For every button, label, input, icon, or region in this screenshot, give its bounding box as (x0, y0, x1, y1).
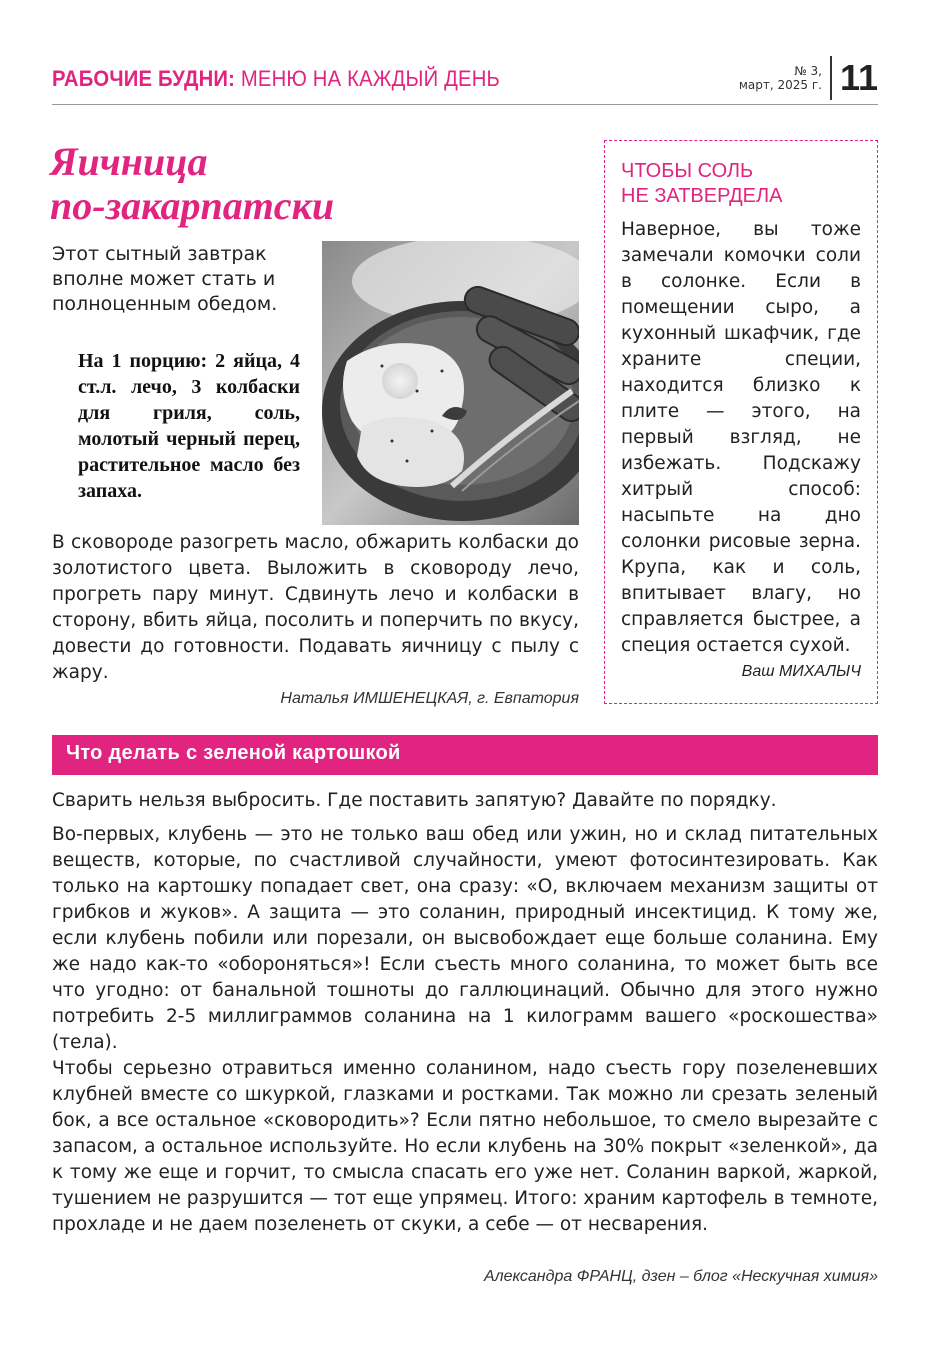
rubric-main: РАБОЧИЕ БУДНИ: (52, 66, 236, 91)
tip-heading-line1: ЧТОБЫ СОЛЬ (621, 160, 754, 182)
tip-heading (621, 159, 861, 209)
recipe-author: Наталья ИМШЕНЕЦКАЯ, г. Евпатория (280, 690, 579, 707)
article-author: Александра ФРАНЦ, дзен – блог «Нескучная химия» (483, 1268, 878, 1285)
rubric-sub: МЕНЮ НА КАЖДЫЙ ДЕНЬ (235, 66, 501, 91)
article-heading-band (52, 735, 878, 775)
section-rubric (52, 66, 500, 92)
recipe-intro: Этот сытный завтрак вполне может стать и полноценным обедом. (52, 243, 278, 315)
recipe-ingredients: На 1 порцию: 2 яйца, 4 ст.л. лечо, 3 колбаски для гриля, соль, молотый черный перец, растительное масло без запаха. (78, 350, 300, 502)
recipe-method: В сковороде разогреть масло, обжарить колбаски до золотистого цвета. Выложить в сковороду лечо, прогреть пару минут. Сдвинуть лечо и колбаски в сторону, вбить яйца, посолить и поперчить по вкусу, довести до готовности. Подавать яичницу с пылу с жару. (52, 532, 579, 683)
article-heading: Что делать с зеленой картошкой (66, 742, 401, 764)
issue-number: № 3, (794, 64, 822, 78)
article-body (52, 788, 878, 1238)
tip-sidebar (604, 140, 878, 704)
recipe-title (50, 140, 410, 228)
recipe-title-line1: Яичница (50, 139, 208, 184)
recipe-title-line2: по-закарпатски (50, 183, 335, 228)
tip-body: Наверное, вы тоже замечали комочки соли в солонке. Если в помещении сыро, а кухонный шкафчик, где храните специи, находится близко к плите — этого, на первый взгляд, не избежать. Подскажу хитрый способ: насыпьте на дно солонки рисовые зерна. Крупа, как и соль, впитывает влагу, но справляется быстрее, а специя остается сухой. (621, 219, 861, 656)
tip-signature: Ваш МИХАЛЫЧ (741, 663, 861, 680)
article-paragraph-2: Чтобы серьезно отравиться именно соланином, надо съесть гору позеленевших клубней вместе со шкуркой, глазками и ростками. Так можно ли срезать зеленый бок, а все остальное «сковородить»? Если пятно небольшое, то смело вырезайте с запасом, а остальное используйте. Но если клубень на 30% покрыт «зеленкой», да к тому же еще и горчит, то смысла спасать его уже нет. Соланин варкой, жаркой, тушением не разрушится — тот еще упрямец. Итого: храним картофель в темноте, прохладе и не даем позеленеть от скуки, а себе — от несварения. (52, 1058, 878, 1235)
page-number: 11 (830, 56, 878, 100)
page-header (52, 57, 878, 105)
issue-info (739, 64, 822, 92)
article-paragraph-1: Во-первых, клубень — это не только ваш обед или ужин, но и склад питательных веществ, которые, по счастливой случайности, умеют фотосинтезировать. Как только на картошку попадает свет, она сразу: «О, включаем механизм защиты от грибков и жуков». А защита — это соланин, природный инсектицид. К тому же, если клубень побили или порезали, он высвобождает еще больше соланина. Ему же надо как-то «обороняться»! Если съесть много соланина, то может быть все что угодно: от банальной тошноты до галлюцинаций. Обычно для этого нужно потребить 2-5 миллиграммов соланина на 1 килограмм вашего «роскошества» (тела). (52, 824, 878, 1053)
issue-date: март, 2025 г. (738, 78, 822, 92)
fried-eggs-sausages-image (322, 241, 579, 525)
article-lead: Сварить нельзя выбросить. Где поставить запятую? Давайте по порядку. (52, 790, 777, 811)
recipe-photo (322, 241, 579, 525)
tip-heading-line2: НЕ ЗАТВЕРДЕЛА (621, 185, 783, 207)
